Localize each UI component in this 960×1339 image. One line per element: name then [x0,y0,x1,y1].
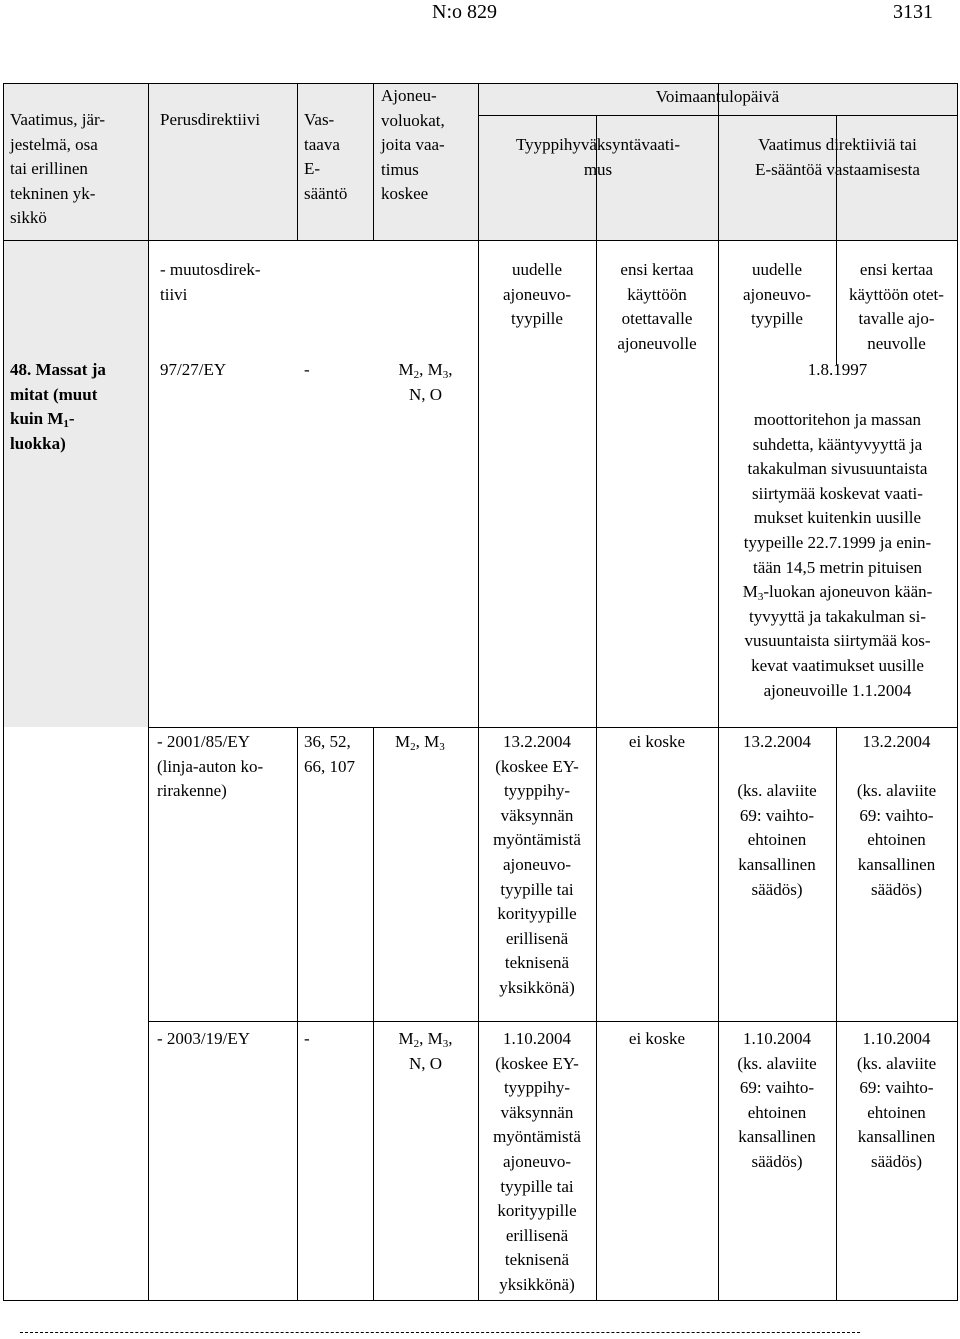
subheader-first-registered: ensi kertaa käyttöön otettavalle ajoneuvolle [617,260,697,353]
header-compliance: Vaatimus direktiiviä tai E-sääntöä vastaamisesta [755,135,920,179]
first-registered-2003-19: ei koske [628,1029,686,1048]
col-edge-1 [3,83,4,1301]
compliance-first-2003-19: 1.10.2004 (ks. alaviite 69: vaihto- ehtoinen kansallinen säädös) [856,1029,937,1171]
col-edge-3-body [297,727,298,1300]
col-edge-9 [957,83,958,1301]
directive-2001-85: - 2001/85/EY (linja-auton ko- rirakenne) [157,732,264,801]
page-number: 3131 [893,1,933,23]
type-approval-2001-85: 13.2.2004 (koskee EY- tyyppihy- väksynnän myöntämistä ajoneuvo- tyypille tai korityypille erillisenä teknisenä yksikkönä) [493,732,581,997]
compliance-first-2001-85: 13.2.2004 (ks. alaviite 69: vaihto- ehtoinen kansallinen säädös) [856,732,937,899]
directive-97-27: 97/27/EY [160,360,227,379]
footer-dashed-rule [20,1332,860,1333]
subheader-new-types: uudelle ajoneuvo- tyypille [503,260,571,329]
subject-cell-shading [3,240,148,727]
rule-97-27: - [304,360,310,379]
directive-2003-19: - 2003/19/EY [157,1029,251,1048]
subheader-new-types-compliance: uudelle ajoneuvo- tyypille [743,260,811,329]
rule-2001-85: 36, 52, 66, 107 [304,732,355,776]
note-97-27: moottoritehon ja massan suhdetta, kääntyvyyttä ja takakulman sivusuuntaista siirtymää koskevat vaati- mukset kuitenkin uusille tyypeille 22.7.1999 ja enin- tään 14,5 metrin pituisen $M_3$-luokan ajoneuvon kään- tyvyyttä ja takakulman si- vusuuntaista siirtymää kos- kevat vaatimukset uusille ajoneuvoille 1.1.2004 [742,410,933,700]
section-number: N:o 829 [432,1,497,23]
classes-97-27: $M_2$, $M_3$, N, O [398,360,453,404]
rule-top [3,83,957,84]
rule-2003-19: - [304,1029,310,1048]
header-type-approval: Tyyppihyväksyntävaati- mus [515,135,681,179]
col-edge-4-header [373,83,374,240]
date-97-27: 1.8.1997 [807,360,868,379]
header-effective-date: Voimaantulopäivä [655,87,780,106]
amendment-label: - muutosdirek- tiivi [160,260,261,304]
header-vehicle-classes: Ajoneu- voluokat, joita vaa- timus koskee [381,86,445,204]
header-requirement: Vaatimus, jär- jestelmä, osa tai erillinen tekninen yk- sikkö [10,110,106,228]
rule-header-bottom [3,240,957,241]
first-registered-2001-85: ei koske [628,732,686,751]
subject-masses-dimensions: 48. Massat ja mitat (muut kuin $M_1-$ luokka) [10,360,106,453]
compliance-new-2001-85: 13.2.2004 (ks. alaviite 69: vaihto- ehtoinen kansallinen säädös) [737,732,817,899]
col-edge-3-header [297,83,298,240]
classes-2001-85: $M_2$, $M_3$ [395,732,445,753]
classes-2003-19: $M_2$, $M_3$, N, O [398,1029,453,1073]
subheader-first-registered-compliance: ensi kertaa käyttöön otet- tavalle ajo- neuvolle [849,260,944,353]
compliance-new-2003-19: 1.10.2004 (ks. alaviite 69: vaihto- ehtoinen kansallinen säädös) [737,1029,817,1171]
col-edge-2 [148,83,149,1301]
col-edge-4-body [373,727,374,1300]
header-base-directive: Perusdirektiivi [160,110,261,129]
header-equivalent-rule: Vas- taava E- sääntö [304,110,348,203]
rule-bottom [3,1300,957,1301]
type-approval-2003-19: 1.10.2004 (koskee EY- tyyppihy- väksynnän myöntämistä ajoneuvo- tyypille tai korityypille erillisenä teknisenä yksikkönä) [493,1029,581,1294]
